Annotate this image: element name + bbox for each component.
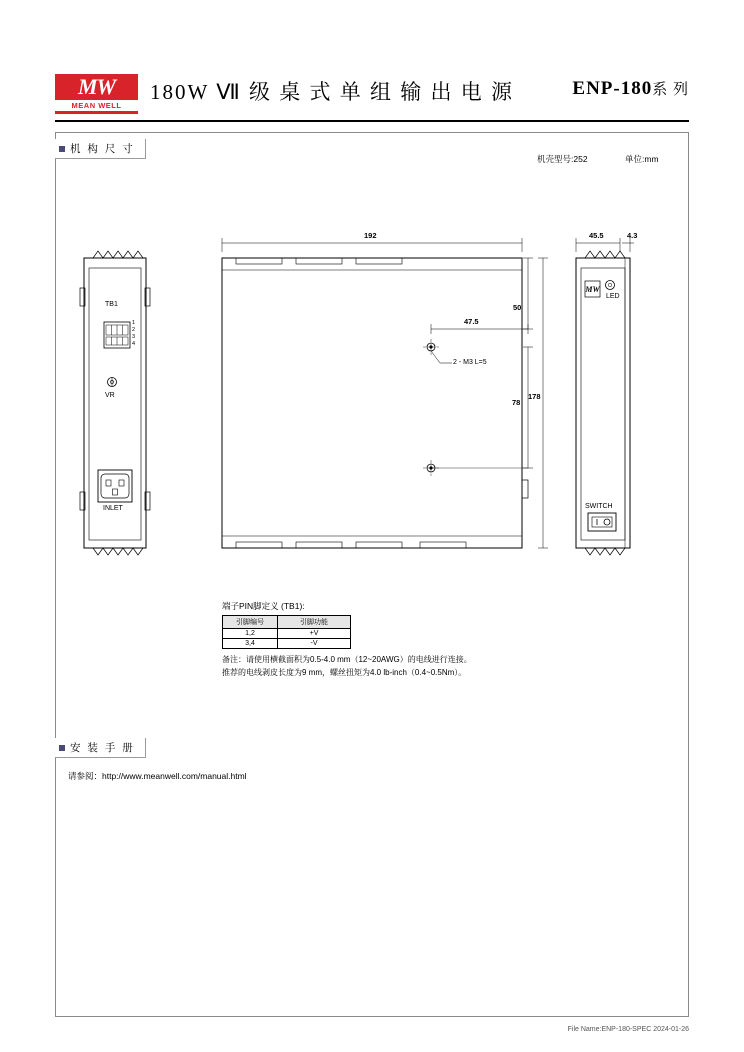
logo-mark: MW	[77, 74, 116, 99]
dimension-47-5: 47.5	[464, 317, 479, 326]
model-series-suffix: 系 列	[652, 82, 689, 98]
cell-pin-number: 3,4	[223, 639, 278, 649]
label-inlet: INLET	[103, 505, 123, 512]
cell-pin-function: -V	[278, 639, 351, 649]
label-vr: VR	[105, 392, 115, 399]
logo-name: MEAN WELL	[55, 100, 138, 111]
manual-link-text[interactable]: 请参阅：http://www.meanwell.com/manual.html	[68, 771, 247, 781]
label-tb1-pin3: 3	[132, 334, 136, 340]
housing-model-note: 机壳型号:252	[537, 154, 588, 164]
pin-table-title: 端子PIN脚定义 (TB1):	[222, 601, 305, 611]
table-row	[223, 629, 351, 639]
dimension-45-5: 45.5	[589, 231, 604, 240]
dimension-192: 192	[364, 231, 377, 240]
dimension-78: 78	[512, 398, 521, 407]
label-tb1-pin4: 4	[132, 341, 136, 347]
column-header-pin-function: 引脚功能	[278, 616, 351, 629]
dimension-50: 50	[513, 303, 522, 312]
label-tb1-pin2: 2	[132, 327, 136, 333]
dimension-178: 178	[528, 392, 541, 401]
label-screw-note: 2 - M3 L=5	[453, 359, 487, 366]
footer-file-name: File Name:ENP-180-SPEC 2024-01-26	[567, 1026, 689, 1033]
table-header-row	[223, 616, 351, 629]
model-name: ENP-180	[572, 78, 653, 99]
label-tb1: TB1	[105, 301, 118, 308]
label-switch: SWITCH	[585, 503, 613, 510]
label-tb1-pin1: 1	[132, 320, 136, 326]
page-title: 180W Ⅶ 级 桌 式 单 组 输 出 电 源	[150, 80, 514, 104]
unit-note: 单位:mm	[625, 154, 659, 164]
pin-definition-block	[222, 600, 472, 679]
pin-table	[222, 615, 351, 649]
pin-note-line-1: 备注：请使用横截面积为0.5-4.0 mm（12~20AWG）的电线进行连接。	[222, 655, 472, 664]
section-label: 机 构 尺 寸	[70, 143, 135, 155]
cell-pin-number: 1,2	[223, 629, 278, 639]
table-row	[223, 639, 351, 649]
dimension-4-3: 4.3	[627, 231, 638, 240]
label-led: LED	[606, 293, 620, 300]
cell-pin-function: +V	[278, 629, 351, 639]
column-header-pin-number: 引脚编号	[223, 616, 278, 629]
pin-note-line-2: 推荐的电线剥皮长度为9 mm，螺丝扭矩为4.0 lb-inch（0.4~0.5Nm）。	[222, 668, 467, 677]
section-label: 安 装 手 册	[70, 742, 135, 754]
side-logo-mark: MW	[585, 285, 600, 294]
